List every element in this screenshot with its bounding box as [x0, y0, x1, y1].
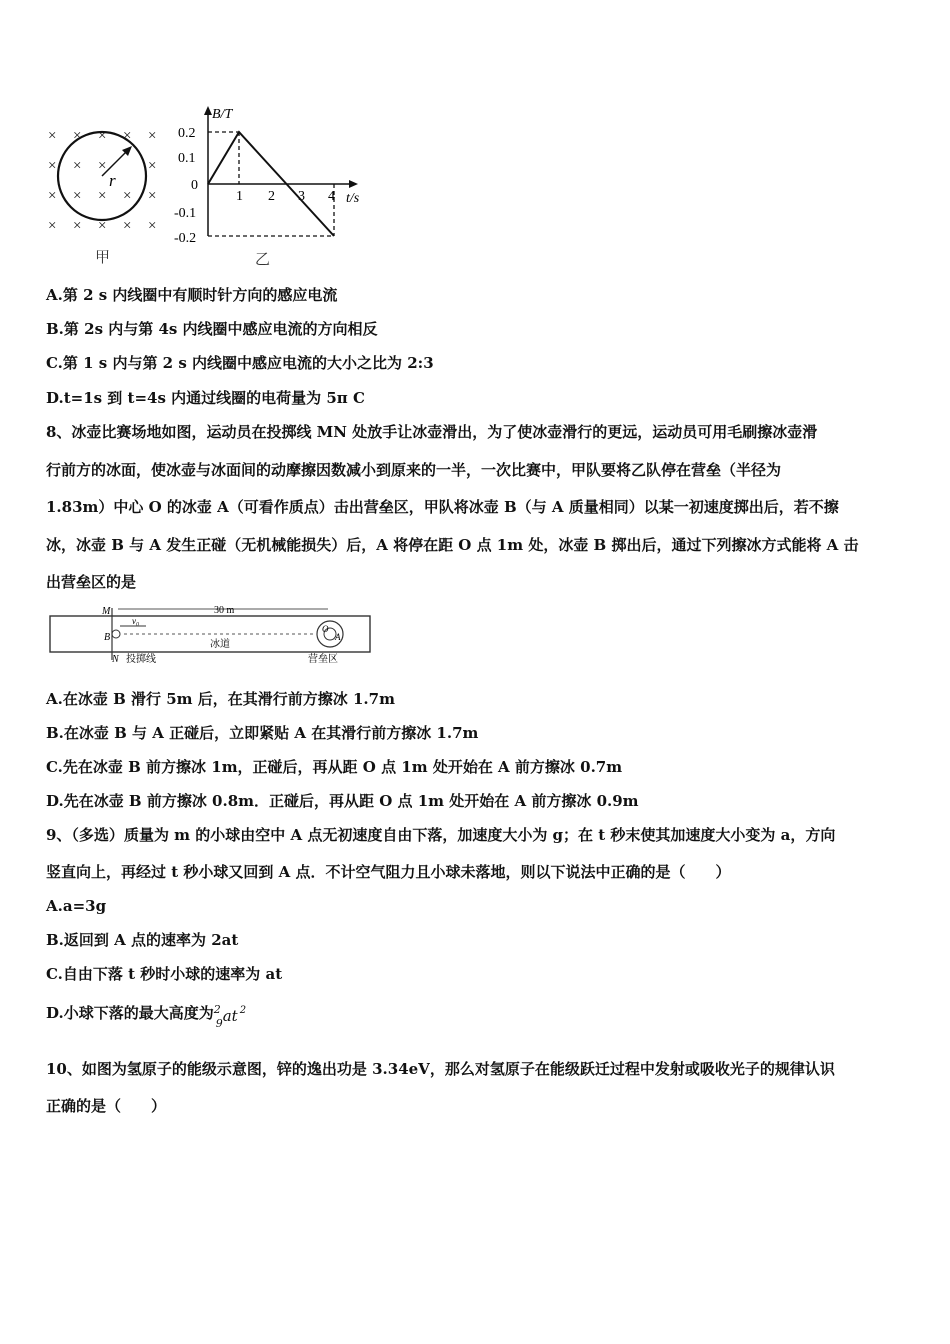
- q8-option-b: B.在冰壶 B 与 A 正碰后，立即紧贴 A 在其滑行前方擦冰 1.7m: [46, 724, 479, 742]
- q8-stem-line: 8、冰壶比赛场地如图，运动员在投掷线 MN 处放手让冰壶滑出，为了使冰壶滑行的更远，运动员可用毛刷擦冰壶滑: [46, 423, 818, 441]
- bt-graph: [174, 106, 360, 246]
- svg-text:×: ×: [73, 188, 82, 204]
- caption-yi: 乙: [255, 252, 271, 268]
- y-tick: -0.2: [174, 231, 197, 246]
- svg-text:×: ×: [123, 128, 132, 144]
- n-label: N: [112, 654, 119, 665]
- svg-text:×: ×: [48, 188, 57, 204]
- q8-option-c: C.先在冰壶 B 前方擦冰 1m，正碰后，再从距 O 点 1m 处开始在 A 前方擦冰 0.7m: [46, 758, 623, 776]
- svg-text:×: ×: [123, 218, 132, 234]
- svg-text:×: ×: [98, 158, 107, 174]
- radius-label: r: [109, 171, 116, 190]
- svg-text:×: ×: [98, 188, 107, 204]
- q7-option-c: C.第 1 s 内与第 2 s 内线圈中感应电流的大小之比为 2:3: [46, 354, 434, 372]
- lane-label: 冰道: [210, 639, 230, 650]
- q8-stem-line: 行前方的冰面，使冰壶与冰面间的动摩擦因数减小到原来的一半，一次比赛中，甲队要将乙队停在营垒（半径为: [46, 461, 782, 479]
- q9-option-b: B.返回到 A 点的速率为 2at: [46, 931, 239, 949]
- svg-text:×: ×: [148, 218, 157, 234]
- max-height-formula: 2 9 at 2: [213, 1003, 247, 1030]
- svg-text:×: ×: [73, 128, 82, 144]
- q9-stem-line: 9、（多选）质量为 m 的小球由空中 A 点无初速度自由下落，加速度大小为 g；在 t 秒末使其加速度大小变为 a，方向: [46, 826, 836, 844]
- svg-text:×: ×: [48, 158, 57, 174]
- a-label: A: [335, 632, 341, 642]
- q10-stem-line: 10、如图为氢原子的能级示意图，锌的逸出功是 3.34eV，那么对氢原子在能级跃迁过程中发射或吸收光子的规律认识: [46, 1060, 835, 1078]
- svg-text:×: ×: [123, 188, 132, 204]
- caption-jia: 甲: [95, 250, 111, 266]
- q8-stem-line: 1.83m）中心 O 的冰壶 A（可看作质点）击出营垒区，甲队将冰壶 B（与 A 质量相同）以某一初速度掷出后，若不擦: [46, 498, 839, 516]
- svg-text:×: ×: [48, 218, 57, 234]
- o-label: O: [322, 624, 329, 634]
- x-tick: 1: [236, 189, 243, 204]
- x-tick: 4: [328, 189, 335, 204]
- q9-stem-line: 竖直向上，再经过 t 秒小球又回到 A 点．不计空气阻力且小球未落地，则以下说法中正确的是（ ）: [46, 863, 731, 881]
- y-tick: 0: [191, 178, 198, 193]
- y-tick: 0.2: [178, 126, 196, 141]
- svg-text:×: ×: [148, 158, 157, 174]
- y-axis-label: B/T: [212, 107, 233, 122]
- x-tick: 2: [268, 189, 275, 204]
- throw-line-label: 投掷线: [126, 654, 156, 665]
- v0-label: v₀: [132, 616, 140, 626]
- magnetic-field-figure: [40, 100, 380, 270]
- svg-text:×: ×: [73, 218, 82, 234]
- svg-text:×: ×: [98, 128, 107, 144]
- y-tick: 0.1: [178, 151, 196, 166]
- q8-stem-line: 冰，冰壶 B 与 A 发生正碰（无机械能损失）后，A 将停在距 O 点 1m 处，冰壶 B 掷出后，通过下列擦冰方式能将 A 击: [46, 536, 859, 554]
- q8-option-a: A.在冰壶 B 滑行 5m 后，在其滑行前方擦冰 1.7m: [46, 690, 395, 708]
- curling-lane-figure: [46, 600, 376, 672]
- m-label: M: [102, 606, 111, 617]
- distance-label: 30 m: [214, 605, 235, 616]
- q9-option-d: D.小球下落的最大高度为 2 9 at 2: [46, 1003, 247, 1030]
- svg-text:×: ×: [48, 128, 57, 144]
- q8-option-d: D.先在冰壶 B 前方擦冰 0.8m．正碰后，再从距 O 点 1m 处开始在 A 前方擦冰 0.9m: [46, 792, 639, 810]
- house-label: 营垒区: [308, 654, 338, 665]
- b-label: B: [104, 632, 111, 643]
- q7-option-a: A.第 2 s 内线圈中有顺时针方向的感应电流: [46, 286, 338, 304]
- q9-option-c: C.自由下落 t 秒时小球的速率为 at: [46, 965, 283, 983]
- q7-option-d: D.t=1s 到 t=4s 内通过线圈的电荷量为 5π C: [46, 389, 365, 407]
- q10-stem-line: 正确的是（ ）: [46, 1097, 167, 1115]
- x-tick: 3: [298, 189, 305, 204]
- field-crosses: [48, 128, 156, 234]
- q7-option-b: B.第 2s 内与第 4s 内线圈中感应电流的方向相反: [46, 320, 378, 338]
- x-axis-label: t/s: [346, 191, 360, 206]
- svg-text:×: ×: [98, 218, 107, 234]
- svg-text:×: ×: [148, 188, 157, 204]
- q9-option-a: A.a=3g: [46, 897, 107, 915]
- q8-stem-line: 出营垒区的是: [46, 573, 137, 591]
- y-tick: -0.1: [174, 206, 197, 221]
- svg-text:×: ×: [148, 128, 157, 144]
- svg-text:×: ×: [73, 158, 82, 174]
